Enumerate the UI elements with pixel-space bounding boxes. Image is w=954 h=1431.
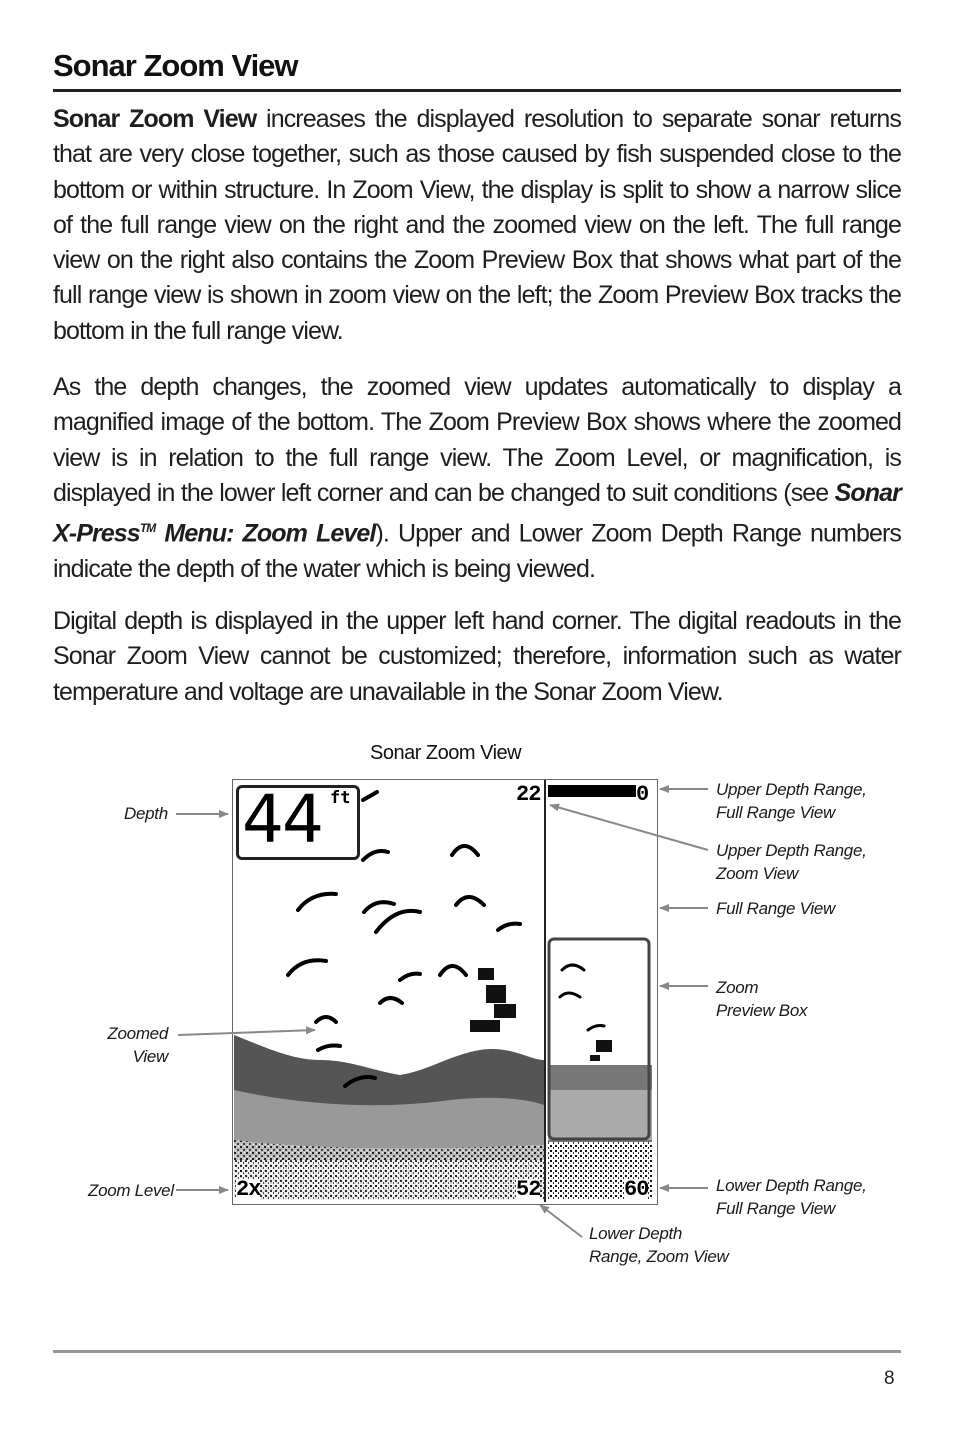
paragraph-digital-depth: Digital depth is displayed in the upper left hand corner. The digital readouts in the Sonar Zoom View cannot be customized; therefore, information such as water temperature and voltage are unavailable in the Sonar Zoom View. <box>53 607 901 706</box>
arrow-lower-zoom <box>540 1205 582 1237</box>
callout-zoom-preview-line1: Zoom <box>716 978 759 997</box>
menu-reference-tm: TM <box>139 521 156 536</box>
callout-lower-full-range <box>716 1174 867 1220</box>
paragraph-depth-text-b: ). Upper and Lower Zoom Depth Range numbers indicate the depth of the water which is being viewed. <box>53 519 901 583</box>
callout-upper-zoom-line1: Upper Depth Range, <box>716 841 867 860</box>
callout-upper-full-line2: Full Range View <box>716 803 835 822</box>
structure-returns <box>470 968 516 1032</box>
full-range-surface-bar <box>548 785 636 797</box>
callout-lower-zoom-line2: Range, Zoom View <box>589 1247 729 1266</box>
upper-zoom-range-readout: 22 <box>516 782 541 807</box>
callout-zoomed-view-line1: Zoomed <box>107 1024 168 1043</box>
callout-lower-full-line2: Full Range View <box>716 1199 835 1218</box>
callout-full-range-view: Full Range View <box>716 899 835 918</box>
callout-lower-zoom-range <box>589 1222 728 1268</box>
callout-upper-zoom-range <box>716 839 867 885</box>
callout-upper-full-line1: Upper Depth Range, <box>716 780 867 799</box>
callout-upper-full-range <box>716 778 867 824</box>
full-range-structure <box>590 1040 612 1061</box>
menu-reference-b: Menu: Zoom Level <box>155 519 376 548</box>
upper-full-range-readout: 0 <box>636 782 649 807</box>
callout-lower-full-line1: Lower Depth Range, <box>716 1176 867 1195</box>
lower-zoom-range-readout: 52 <box>516 1177 541 1202</box>
page-title: Sonar Zoom View <box>53 48 298 83</box>
paragraph-depth-text-a: As the depth changes, the zoomed view updates automatically to display a magnified image of the bottom. The Zoom Preview Box shows where the zoomed view is in relation to the full range view. The Zoom Level, or magnification, is displayed in the lower left corner and can be changed to suit conditions (see <box>53 373 901 507</box>
depth-readout-value: 44 <box>242 781 322 858</box>
full-range-bottom-gradient <box>548 1090 652 1140</box>
arrow-zoomed-view <box>178 1030 315 1035</box>
footer-rule <box>53 1350 901 1353</box>
callout-zoomed-view-line2: View <box>132 1047 168 1066</box>
fish-arches-full <box>560 965 604 1030</box>
depth-readout-unit: ft <box>330 788 351 808</box>
menu-reference-a: Sonar X-Press <box>53 478 901 548</box>
arrow-upper-zoom <box>550 805 708 850</box>
paragraph-intro-text: increases the displayed resolution to separate sonar returns that are very close together, such as those caused by fish suspended close to the bottom or within structure. In Zoom View, the display is split to show a narrow slice of the full range view on the right and the zoomed view on the left. The full range view on the right also contains the Zoom Preview Box that shows what part of the full range view is shown in zoom view on the left; the Zoom Preview Box tracks the bottom in the full range view. <box>53 105 901 345</box>
paragraph-intro-lead: Sonar Zoom View <box>53 105 257 133</box>
callout-upper-zoom-line2: Zoom View <box>716 864 799 883</box>
page-number: 8 <box>884 1368 895 1389</box>
callout-depth: Depth <box>124 804 168 823</box>
figure-caption: Sonar Zoom View <box>370 742 522 764</box>
callout-zoom-preview-line2: Preview Box <box>716 1001 808 1020</box>
callout-zoom-level: Zoom Level <box>88 1181 174 1200</box>
zoomed-bottom-noise <box>234 1160 544 1200</box>
lower-full-range-readout: 60 <box>624 1177 649 1202</box>
callout-zoom-preview-box <box>716 976 807 1022</box>
callout-lower-zoom-line1: Lower Depth <box>589 1224 683 1243</box>
zoom-level-readout: 2x <box>236 1177 261 1202</box>
callout-zoomed-view <box>100 1022 168 1068</box>
